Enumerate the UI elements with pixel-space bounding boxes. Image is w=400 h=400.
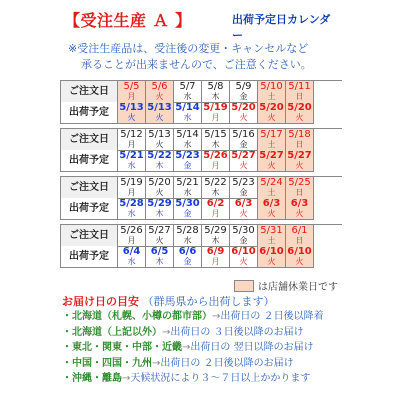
order-weekday: 木	[211, 140, 220, 149]
ship-date-cell	[286, 198, 314, 220]
ship-date: 6/3	[234, 198, 253, 209]
ship-date: 6/3	[262, 198, 281, 209]
ship-date-cell	[230, 246, 258, 268]
order-date-cell	[258, 225, 286, 247]
ship-date: 6/10	[231, 246, 256, 257]
order-row	[60, 224, 342, 246]
order-date: 5/23	[232, 177, 255, 188]
order-row-label: ご注文日	[60, 81, 118, 103]
ship-date-cell	[146, 102, 174, 124]
ship-date: 5/14	[175, 102, 200, 113]
ship-weekday: 水	[127, 161, 136, 170]
order-date-cell	[174, 177, 202, 199]
ship-weekday: 月	[211, 113, 220, 122]
delivery-estimate: 出荷日の ２日後以降のお届け	[160, 357, 294, 369]
order-date-cell	[146, 177, 174, 199]
delivery-estimate: 天候状況により３～７日以上かかります	[130, 373, 311, 384]
ship-date: 5/29	[147, 198, 172, 209]
ship-date: 5/20	[231, 102, 256, 113]
delivery-region: ・沖縄・離島	[62, 373, 122, 384]
order-date-cell	[230, 81, 258, 103]
order-weekday: 火	[155, 188, 164, 197]
ship-date: 5/20	[259, 102, 284, 113]
ship-row	[60, 246, 342, 268]
ship-date-cell	[286, 150, 314, 172]
delivery-line	[62, 356, 344, 372]
order-weekday: 木	[211, 236, 220, 245]
calendar-week	[60, 176, 342, 220]
order-weekday: 火	[155, 92, 164, 101]
ship-date-cell	[286, 102, 314, 124]
ship-date-cell	[202, 246, 230, 268]
order-date: 5/21	[176, 177, 199, 188]
order-date-cell	[146, 81, 174, 103]
legend-text: は店舗休業日です	[258, 282, 338, 293]
calendar-week	[60, 80, 342, 124]
ship-row	[60, 198, 342, 220]
order-date: 5/17	[260, 129, 283, 140]
ship-date-cell	[146, 246, 174, 268]
ship-weekday: 水	[127, 209, 136, 218]
ship-date-cell	[146, 150, 174, 172]
delivery-estimate: 出荷日の ２日後以降着	[220, 311, 324, 322]
order-date-cell	[174, 81, 202, 103]
arrow-icon: →	[182, 342, 191, 353]
ship-weekday: 火	[127, 113, 136, 122]
order-date: 6/1	[291, 225, 308, 236]
order-date-cell	[202, 177, 230, 199]
ship-date-cell	[258, 246, 286, 268]
ship-weekday: 火	[267, 257, 276, 266]
ship-weekday: 金	[183, 209, 192, 218]
ship-date-cell	[174, 246, 202, 268]
ship-date: 5/28	[119, 198, 144, 209]
ship-weekday: 火	[295, 209, 304, 218]
order-date: 5/16	[232, 129, 255, 140]
order-weekday: 月	[127, 188, 136, 197]
notice-line-1: ※受注生産品は、受注後の変更・キャンセルなど	[68, 42, 309, 55]
order-date: 5/19	[120, 177, 143, 188]
order-date: 5/24	[260, 177, 283, 188]
order-date-cell	[286, 81, 314, 103]
ship-date-cell	[174, 150, 202, 172]
ship-weekday: 月	[211, 161, 220, 170]
ship-date: 5/13	[119, 102, 144, 113]
ship-date-cell	[258, 150, 286, 172]
delivery-region: ・中国・四国・九州	[62, 357, 152, 369]
calendar-panel	[52, 0, 348, 400]
order-date: 5/26	[120, 225, 143, 236]
order-date: 5/7	[179, 81, 196, 92]
order-date-cell	[118, 81, 146, 103]
ship-weekday: 火	[155, 113, 164, 122]
ship-date: 5/13	[147, 102, 172, 113]
delivery-heading-note: （群馬県から出荷します）	[142, 295, 275, 308]
order-weekday: 金	[239, 92, 248, 101]
order-date: 5/31	[260, 225, 283, 236]
order-weekday: 土	[267, 188, 276, 197]
order-weekday: 木	[211, 188, 220, 197]
ship-date: 6/10	[287, 246, 312, 257]
delivery-estimate: 出荷日の ３日後以降のお届け	[170, 326, 304, 338]
ship-date: 6/2	[206, 198, 225, 209]
ship-date-cell	[202, 150, 230, 172]
order-weekday: 火	[155, 236, 164, 245]
page-title: 【受注生産 Ａ 】	[64, 11, 192, 30]
delivery-heading	[62, 294, 344, 309]
page-subtitle: 出荷予定日カレンダー	[232, 13, 331, 42]
ship-date-cell	[174, 102, 202, 124]
order-weekday: 水	[183, 188, 192, 197]
order-date-cell	[146, 129, 174, 151]
calendar-week	[60, 128, 342, 172]
ship-weekday: 火	[267, 113, 276, 122]
order-date: 5/6	[151, 81, 168, 92]
delivery-line	[62, 325, 344, 341]
ship-weekday: 火	[239, 257, 248, 266]
order-weekday: 金	[239, 140, 248, 149]
ship-date: 5/23	[175, 150, 200, 161]
ship-date: 5/27	[231, 150, 256, 161]
order-date-cell	[286, 225, 314, 247]
ship-date: 6/3	[290, 198, 309, 209]
order-weekday: 木	[211, 92, 220, 101]
order-weekday: 水	[183, 92, 192, 101]
ship-row	[60, 102, 342, 124]
ship-date: 6/5	[150, 246, 169, 257]
header	[64, 8, 340, 42]
ship-date: 5/27	[259, 150, 284, 161]
order-date: 5/13	[148, 129, 171, 140]
calendar-week	[60, 224, 342, 268]
ship-weekday: 月	[211, 209, 220, 218]
notice-line-2: 承ることが出来ませんので、ご注意ください。	[81, 58, 312, 71]
order-weekday: 土	[267, 236, 276, 245]
order-weekday: 日	[295, 236, 304, 245]
ship-date: 6/4	[122, 246, 141, 257]
order-weekday: 月	[127, 236, 136, 245]
ship-date: 5/21	[119, 150, 144, 161]
delivery-guide	[62, 294, 344, 387]
ship-date: 5/20	[287, 102, 312, 113]
delivery-line	[62, 371, 344, 387]
ship-row-label: 出荷予定	[60, 150, 118, 172]
order-weekday: 土	[267, 140, 276, 149]
ship-weekday: 木	[155, 161, 164, 170]
ship-weekday: 木	[155, 209, 164, 218]
ship-weekday: 金	[183, 161, 192, 170]
ship-date: 6/9	[206, 246, 225, 257]
order-date-cell	[230, 177, 258, 199]
delivery-heading-title: お届け日の目安	[62, 295, 139, 308]
order-weekday: 水	[183, 236, 192, 245]
delivery-region: ・北海道（札幌、小樽の都市部）	[62, 311, 212, 322]
order-weekday: 金	[239, 236, 248, 245]
order-date-cell	[258, 177, 286, 199]
order-weekday: 日	[295, 92, 304, 101]
order-date: 5/5	[123, 81, 140, 92]
ship-date-cell	[230, 150, 258, 172]
ship-weekday: 火	[239, 209, 248, 218]
ship-date-cell	[258, 102, 286, 124]
arrow-icon: →	[152, 357, 161, 369]
ship-date: 6/6	[178, 246, 197, 257]
order-date: 5/14	[176, 129, 199, 140]
order-date: 5/9	[235, 81, 252, 92]
order-weekday: 月	[127, 92, 136, 101]
ship-weekday: 火	[267, 209, 276, 218]
ship-weekday: 水	[183, 113, 192, 122]
arrow-icon: →	[122, 373, 131, 384]
order-weekday: 月	[127, 140, 136, 149]
order-date: 5/25	[288, 177, 311, 188]
legend	[234, 278, 338, 293]
order-row-label: ご注文日	[60, 129, 118, 151]
order-notice	[68, 41, 340, 73]
order-date: 5/29	[204, 225, 227, 236]
order-date-cell	[118, 177, 146, 199]
order-row	[60, 176, 342, 198]
order-date-cell	[174, 129, 202, 151]
order-date: 5/18	[288, 129, 311, 140]
order-date: 5/11	[288, 81, 311, 92]
ship-weekday: 金	[183, 257, 192, 266]
ship-row-label: 出荷予定	[60, 246, 118, 268]
order-date-cell	[202, 225, 230, 247]
order-date-cell	[258, 129, 286, 151]
ship-date: 6/10	[259, 246, 284, 257]
ship-date-cell	[146, 198, 174, 220]
order-date-cell	[202, 129, 230, 151]
order-weekday: 金	[239, 188, 248, 197]
delivery-estimate: 出荷日の 翌日以降のお届け	[190, 342, 314, 353]
order-date: 5/8	[207, 81, 224, 92]
ship-weekday: 月	[211, 257, 220, 266]
ship-date-cell	[230, 102, 258, 124]
arrow-icon: →	[162, 326, 171, 338]
order-weekday: 日	[295, 140, 304, 149]
order-weekday: 水	[183, 140, 192, 149]
order-row	[60, 128, 342, 150]
arrow-icon: →	[212, 311, 221, 322]
delivery-line	[62, 309, 344, 325]
ship-date-cell	[202, 102, 230, 124]
ship-weekday: 火	[295, 257, 304, 266]
order-weekday: 土	[267, 92, 276, 101]
order-row-label: ご注文日	[60, 225, 118, 247]
order-date-cell	[146, 225, 174, 247]
delivery-region: ・東北・関東・中部・近畿	[62, 342, 182, 353]
ship-date: 5/27	[287, 150, 312, 161]
ship-date-cell	[118, 102, 146, 124]
delivery-region: ・北海道（上記以外）	[62, 326, 162, 338]
ship-weekday: 火	[239, 113, 248, 122]
order-date-cell	[118, 225, 146, 247]
order-date-cell	[202, 81, 230, 103]
ship-weekday: 水	[127, 257, 136, 266]
ship-date: 5/26	[203, 150, 228, 161]
order-date: 5/27	[148, 225, 171, 236]
order-date-cell	[286, 129, 314, 151]
ship-row-label: 出荷予定	[60, 198, 118, 220]
ship-date-cell	[202, 198, 230, 220]
order-weekday: 日	[295, 188, 304, 197]
order-date-cell	[258, 81, 286, 103]
ship-date-cell	[230, 198, 258, 220]
order-date-cell	[174, 225, 202, 247]
order-date: 5/20	[148, 177, 171, 188]
order-weekday: 火	[155, 140, 164, 149]
ship-date-cell	[174, 198, 202, 220]
order-date-cell	[230, 225, 258, 247]
ship-date-cell	[258, 198, 286, 220]
ship-weekday: 木	[155, 257, 164, 266]
delivery-lines	[62, 309, 344, 387]
ship-weekday: 火	[295, 113, 304, 122]
order-date: 5/10	[260, 81, 283, 92]
ship-date: 5/22	[147, 150, 172, 161]
order-date-cell	[118, 129, 146, 151]
order-date-cell	[286, 177, 314, 199]
ship-date-cell	[118, 150, 146, 172]
ship-row-label: 出荷予定	[60, 102, 118, 124]
ship-weekday: 火	[295, 161, 304, 170]
order-date: 5/22	[204, 177, 227, 188]
order-row	[60, 80, 342, 102]
ship-date-cell	[286, 246, 314, 268]
ship-row	[60, 150, 342, 172]
ship-weekday: 火	[267, 161, 276, 170]
holiday-swatch	[234, 280, 254, 292]
ship-date-cell	[118, 198, 146, 220]
ship-weekday: 火	[239, 161, 248, 170]
ship-date-cell	[118, 246, 146, 268]
order-date: 5/12	[120, 129, 143, 140]
order-date: 5/30	[232, 225, 255, 236]
order-row-label: ご注文日	[60, 177, 118, 199]
delivery-line	[62, 340, 344, 356]
order-date-cell	[230, 129, 258, 151]
ship-date: 5/30	[175, 198, 200, 209]
ship-date: 5/19	[203, 102, 228, 113]
order-date: 5/15	[204, 129, 227, 140]
order-date: 5/28	[176, 225, 199, 236]
